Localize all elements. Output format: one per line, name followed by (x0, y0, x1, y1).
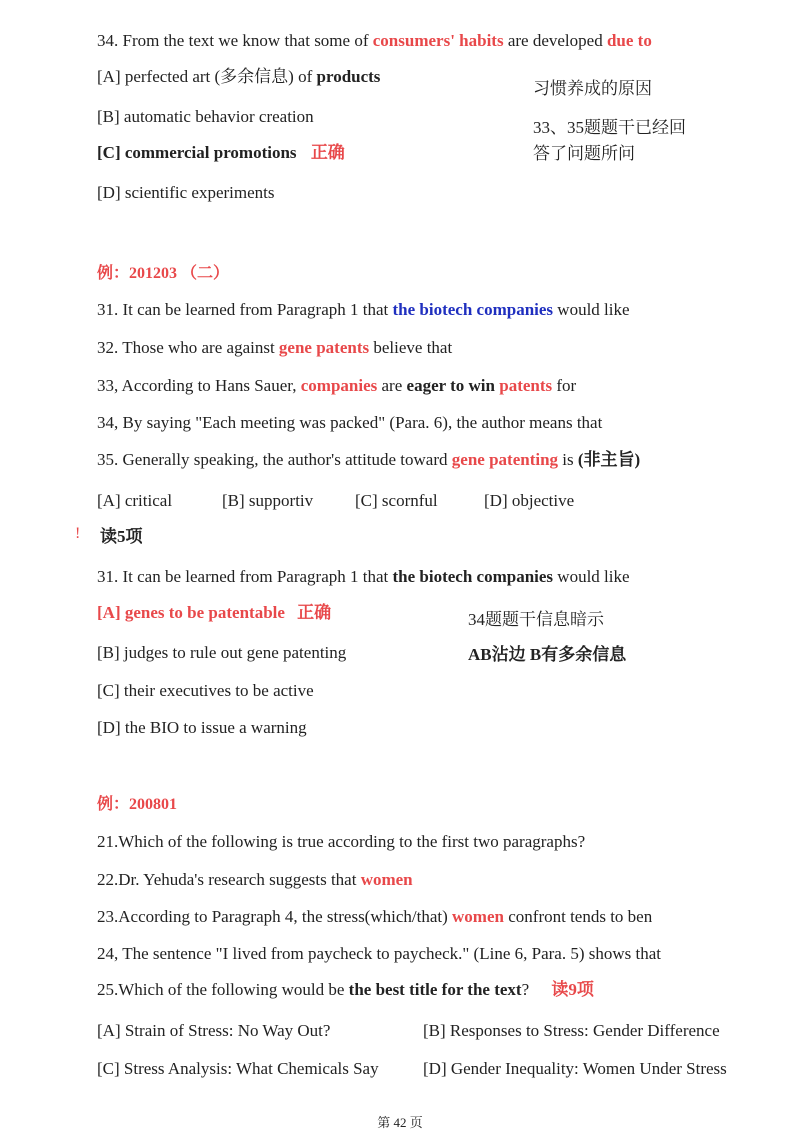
highlight-companies: companies (300, 376, 378, 395)
question-text: 31. It can be learned from Paragraph 1 that (97, 300, 393, 319)
option-b: [B] supportiv (222, 491, 314, 510)
highlight-biotech: the biotech companies (392, 300, 554, 319)
question-25 (97, 979, 594, 1001)
question-text: 31. It can be learned from Paragraph 1 that (97, 567, 393, 586)
highlight-women: women (360, 870, 413, 889)
options-row (97, 490, 172, 512)
question-text: 32. Those who are against (97, 338, 279, 357)
question-text: 25.Which of the following would be (97, 980, 349, 999)
option-text: [B] automatic behavior creation (97, 107, 314, 126)
option-b (97, 106, 314, 128)
read-five-label: 读5项 (100, 527, 143, 546)
question-text: 23.According to Paragraph 4, the stress(which/that) (97, 907, 453, 926)
highlight-gene-patents: gene patents (278, 338, 370, 357)
question-text: believe that (369, 338, 453, 357)
question-32 (97, 337, 452, 359)
question-text: 33, According to Hans Sauer, (97, 376, 301, 395)
option-a: [A] Strain of Stress: No Way Out? (97, 1021, 331, 1040)
question-text: would like (553, 300, 630, 319)
question-21: 21.Which of the following is true according to the first two paragraphs? (97, 832, 586, 851)
option-c: [C] their executives to be active (97, 681, 314, 700)
question-text: are (377, 376, 407, 395)
option-a (97, 66, 380, 88)
question-23 (97, 906, 652, 928)
question-text: are developed (503, 31, 607, 50)
option-b: [B] Responses to Stress: Gender Difference (423, 1021, 720, 1040)
correct-mark: 正确 (310, 143, 345, 162)
question-34b (97, 412, 602, 434)
highlight-due-to: due to (606, 31, 652, 50)
question-text: 34. From the text we know that some of (97, 31, 373, 50)
option-a: [A] critical (97, 491, 173, 510)
option-c: [C] scornful (355, 491, 438, 510)
question-35 (97, 449, 640, 471)
example-heading: 例：200801 (97, 796, 178, 813)
question-text: ? (521, 980, 530, 999)
non-main-idea-tag: (非主旨) (577, 450, 641, 469)
highlight-biotech: the biotech companies (392, 567, 554, 586)
annotation-ab-related: AB沾边 B有多余信息 (468, 645, 627, 664)
question-22 (97, 869, 413, 891)
option-c (97, 142, 345, 164)
option-b: [B] judges to rule out gene patenting (97, 643, 347, 662)
option-text: [A] perfected art (多余信息) of (97, 67, 317, 86)
question-text: for (552, 376, 577, 395)
repeat-question-31 (97, 566, 630, 588)
annotation-stem-hint: 34题题干信息暗示 (468, 610, 604, 629)
question-text: is (558, 450, 578, 469)
question-24: 24, The sentence "I lived from paycheck to paycheck." (Line 6, Para. 5) shows that (97, 944, 661, 963)
option-d: [D] Gender Inequality: Women Under Stress (423, 1059, 727, 1078)
question-text: confront tends to ben (503, 907, 653, 926)
option-text: [A] genes to be patentable (97, 603, 285, 622)
question-31 (97, 299, 630, 321)
option-d (97, 182, 275, 204)
annotation-stem-line2: 答了问题所问 (533, 144, 635, 163)
highlight-eager: eager to win (406, 376, 495, 395)
option-a (97, 602, 331, 624)
question-text: 35. Generally speaking, the author's attitude toward (97, 450, 452, 469)
highlight-gene-patenting: gene patenting (451, 450, 559, 469)
question-text: would like (553, 567, 630, 586)
annotation-stem-line1: 33、35题题干已经回 (533, 118, 686, 137)
option-d: [D] objective (484, 491, 575, 510)
example-heading: 例：201203 （二） (97, 265, 230, 282)
option-text: [D] scientific experiments (97, 183, 275, 202)
option-d: [D] the BIO to issue a warning (97, 718, 307, 737)
question-text: 22.Dr. Yehuda's research suggests that (97, 870, 361, 889)
highlight-consumers-habits: consumers' habits (372, 31, 504, 50)
annotation-habit-cause: 习惯养成的原因 (533, 79, 652, 98)
option-bold: products (316, 67, 381, 86)
page-number: 第 42 页 (377, 1115, 423, 1130)
correct-mark: 正确 (297, 603, 332, 622)
exclamation-mark: ! (75, 525, 81, 542)
read-nine-mark: 读9项 (551, 980, 594, 999)
option-c: [C] Stress Analysis: What Chemicals Say (97, 1059, 379, 1078)
highlight-best-title: the best title for the text (348, 980, 522, 999)
question-text: 34, By saying "Each meeting was packed" (Para. 6), the author means that (97, 413, 603, 432)
question-34 (97, 30, 652, 52)
question-33 (97, 375, 576, 397)
highlight-patents: patents (499, 376, 553, 395)
highlight-women: women (452, 907, 504, 926)
option-text: [C] commercial promotions (97, 143, 297, 162)
